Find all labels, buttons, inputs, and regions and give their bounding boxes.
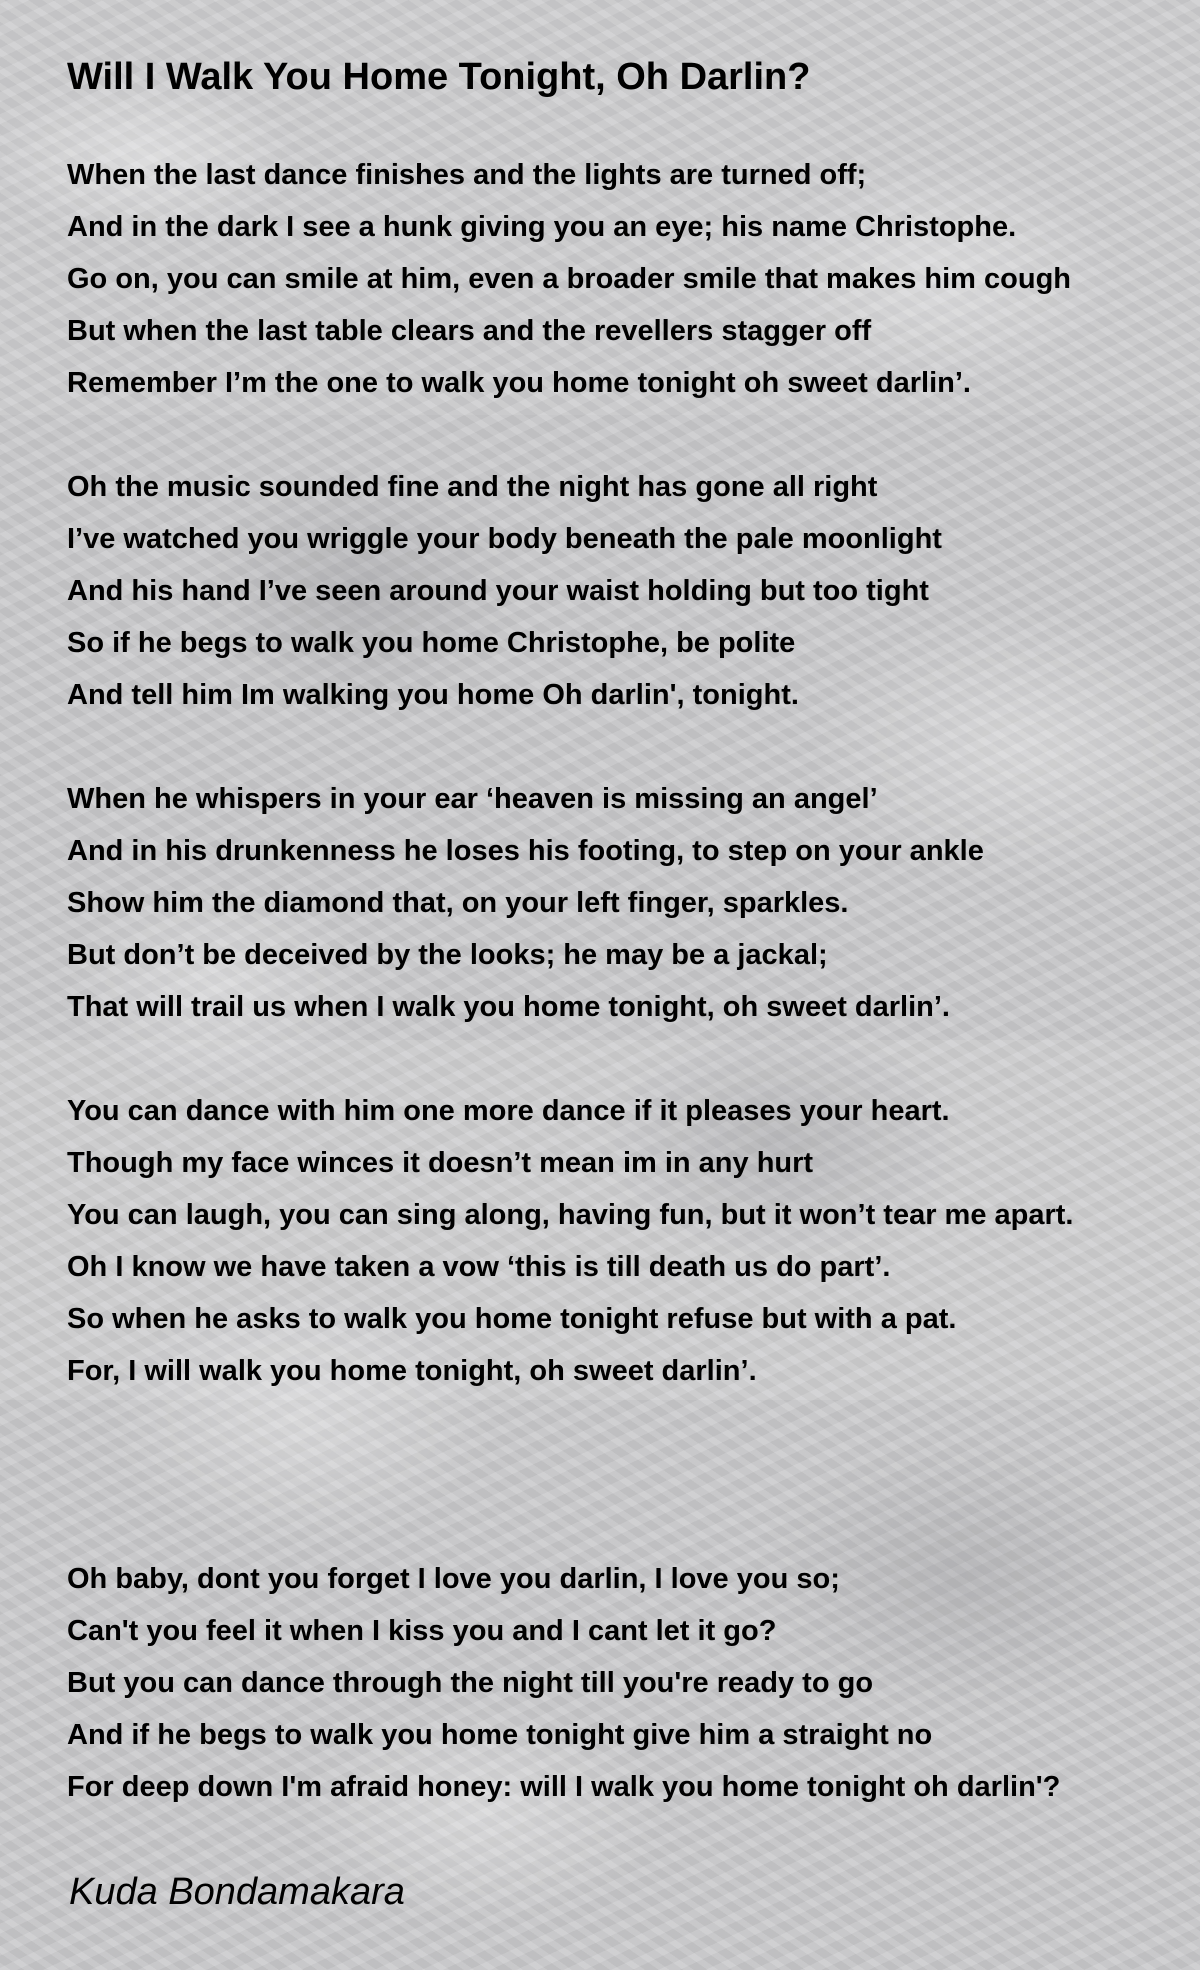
poem-line: And tell him Im walking you home Oh darlin', tonight. [67, 679, 799, 711]
poem-line: That will trail us when I walk you home tonight, oh sweet darlin’. [67, 991, 950, 1023]
poem-line: And in the dark I see a hunk giving you an eye; his name Christophe. [67, 211, 1017, 243]
poem-line: And if he begs to walk you home tonight give him a straight no [67, 1719, 933, 1751]
poem-line: Go on, you can smile at him, even a broader smile that makes him cough [67, 263, 1071, 295]
stanza-1 [67, 149, 1192, 409]
poem-title: Will I Walk You Home Tonight, Oh Darlin? [67, 56, 811, 98]
poem-line: When he whispers in your ear ‘heaven is missing an angel’ [67, 783, 878, 815]
poem-line: You can laugh, you can sing along, having fun, but it won’t tear me apart. [67, 1199, 1074, 1231]
poem-line: So if he begs to walk you home Christophe, be polite [67, 627, 796, 659]
poem-line: Oh I know we have taken a vow ‘this is till death us do part’. [67, 1251, 891, 1283]
poem-line: So when he asks to walk you home tonight refuse but with a pat. [67, 1303, 957, 1335]
poem-line: Oh the music sounded fine and the night has gone all right [67, 471, 878, 503]
poem-line: I’ve watched you wriggle your body beneath the pale moonlight [67, 523, 942, 555]
poem-line: Show him the diamond that, on your left finger, sparkles. [67, 887, 849, 919]
poem-line: For deep down I'm afraid honey: will I walk you home tonight oh darlin'? [67, 1771, 1061, 1803]
stanza-5 [67, 1553, 1192, 1813]
poem-line: But don’t be deceived by the looks; he may be a jackal; [67, 939, 828, 971]
poem-line: Remember I’m the one to walk you home tonight oh sweet darlin’. [67, 367, 971, 399]
poem-line: And his hand I’ve seen around your waist holding but too tight [67, 575, 929, 607]
poem-line: For, I will walk you home tonight, oh sweet darlin’. [67, 1355, 757, 1387]
poem-line: But you can dance through the night till you're ready to go [67, 1667, 874, 1699]
poem-line: Oh baby, dont you forget I love you darlin, I love you so; [67, 1563, 840, 1595]
poem-line: When the last dance finishes and the lights are turned off; [67, 159, 867, 191]
poem-line: You can dance with him one more dance if it pleases your heart. [67, 1095, 950, 1127]
poem-line: And in his drunkenness he loses his footing, to step on your ankle [67, 835, 984, 867]
poem-line: Can't you feel it when I kiss you and I cant let it go? [67, 1615, 777, 1647]
stanza-3 [67, 773, 1192, 1033]
stanza-2 [67, 461, 1192, 721]
poem-line: But when the last table clears and the revellers stagger off [67, 315, 872, 347]
poem-line: Though my face winces it doesn’t mean im in any hurt [67, 1147, 814, 1179]
poem-author: Kuda Bondamakara [69, 1871, 405, 1913]
stanza-4 [67, 1085, 1192, 1397]
